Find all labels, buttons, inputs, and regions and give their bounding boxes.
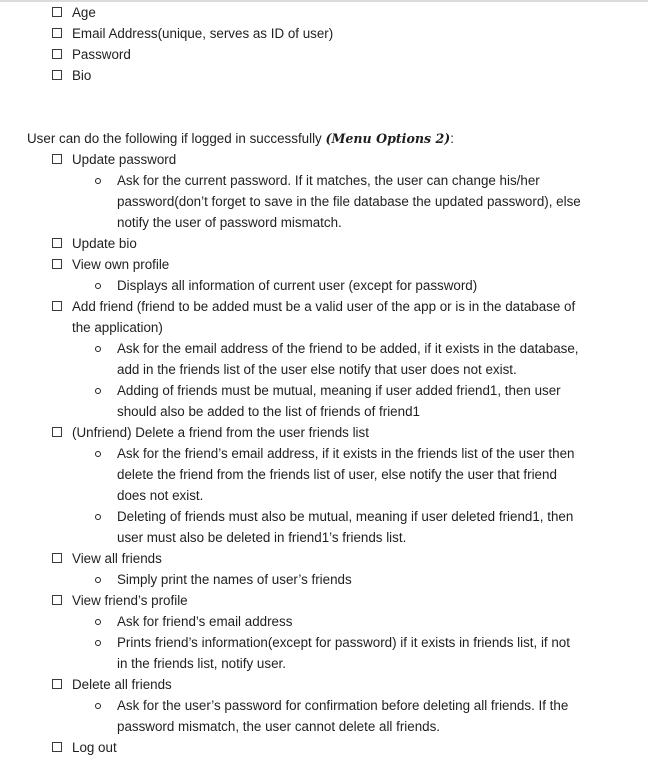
intro-emphasis: (Menu Options 2) bbox=[325, 131, 451, 146]
bullet-icon bbox=[95, 514, 101, 520]
option-label: View own profile bbox=[72, 257, 170, 272]
bullet-icon bbox=[95, 619, 101, 625]
checkbox-icon bbox=[52, 595, 62, 605]
bullet-icon bbox=[95, 283, 101, 289]
checkbox-icon bbox=[52, 259, 62, 269]
checkbox-icon bbox=[52, 427, 62, 437]
field-label: Bio bbox=[72, 68, 92, 83]
bullet-icon bbox=[95, 388, 101, 394]
top-border bbox=[0, 0, 648, 2]
sub-bullet-text: user must also be deleted in friend1’s friends list. bbox=[117, 530, 407, 545]
checkbox-icon bbox=[52, 28, 62, 38]
option-label: Update bio bbox=[72, 236, 137, 251]
sub-bullet-text: Ask for the current password. If it matches, the user can change his/her bbox=[117, 173, 540, 188]
checkbox-icon bbox=[52, 70, 62, 80]
intro-after: : bbox=[450, 131, 454, 146]
bullet-icon bbox=[95, 346, 101, 352]
sub-bullet-text: Simply print the names of user’s friends bbox=[117, 572, 352, 587]
sub-bullet-text: Adding of friends must be mutual, meaning if user added friend1, then user bbox=[117, 383, 561, 398]
option-label-continued: the application) bbox=[72, 320, 163, 335]
option-label: Delete all friends bbox=[72, 677, 172, 692]
option-label: Add friend (friend to be added must be a valid user of the app or is in the database of bbox=[72, 299, 576, 314]
checkbox-icon bbox=[52, 154, 62, 164]
sub-bullet-text: add in the friends list of the user else notify that user does not exist. bbox=[117, 362, 517, 377]
option-label: View friend’s profile bbox=[72, 593, 188, 608]
checkbox-icon bbox=[52, 553, 62, 563]
sub-bullet-text: notify the user of password mismatch. bbox=[117, 215, 342, 230]
checkbox-icon bbox=[52, 742, 62, 752]
sub-bullet-text: Displays all information of current user (except for password) bbox=[117, 278, 478, 293]
option-label: Update password bbox=[72, 152, 177, 167]
checkbox-icon bbox=[52, 301, 62, 311]
option-label: View all friends bbox=[72, 551, 162, 566]
bullet-icon bbox=[95, 451, 101, 457]
field-label: Age bbox=[72, 5, 96, 20]
sub-bullet-text: Prints friend’s information(except for password) if it exists in friends list, if not bbox=[117, 635, 570, 650]
intro-before: User can do the following if logged in successfully bbox=[27, 131, 326, 146]
bullet-icon bbox=[95, 703, 101, 709]
checkbox-icon bbox=[52, 679, 62, 689]
field-label: Email Address(unique, serves as ID of user) bbox=[72, 26, 334, 41]
sub-bullet-text: password(don’t forget to save in the file database the updated password), else bbox=[117, 194, 581, 209]
bullet-icon bbox=[95, 640, 101, 646]
bullet-icon bbox=[95, 577, 101, 583]
option-label: (Unfriend) Delete a friend from the user friends list bbox=[72, 425, 369, 440]
intro-text bbox=[27, 128, 454, 149]
checkbox-icon bbox=[52, 7, 62, 17]
field-label: Password bbox=[72, 47, 131, 62]
checkbox-icon bbox=[52, 238, 62, 248]
checkbox-icon bbox=[52, 49, 62, 59]
sub-bullet-text: Deleting of friends must also be mutual, meaning if user deleted friend1, then bbox=[117, 509, 574, 524]
sub-bullet-text: delete the friend from the friends list of user, else notify the user that friend bbox=[117, 467, 557, 482]
sub-bullet-text: Ask for the friend’s email address, if it exists in the friends list of the user then bbox=[117, 446, 575, 461]
sub-bullet-text: Ask for the user’s password for confirmation before deleting all friends. If the bbox=[117, 698, 569, 713]
sub-bullet-text: in the friends list, notify user. bbox=[117, 656, 286, 671]
sub-bullet-text: Ask for friend’s email address bbox=[117, 614, 293, 629]
sub-bullet-text: does not exist. bbox=[117, 488, 204, 503]
bullet-icon bbox=[95, 178, 101, 184]
option-label: Log out bbox=[72, 740, 117, 755]
sub-bullet-text: should also be added to the list of friends of friend1 bbox=[117, 404, 420, 419]
sub-bullet-text: password mismatch, the user cannot delete all friends. bbox=[117, 719, 441, 734]
sub-bullet-text: Ask for the email address of the friend to be added, if it exists in the database, bbox=[117, 341, 579, 356]
